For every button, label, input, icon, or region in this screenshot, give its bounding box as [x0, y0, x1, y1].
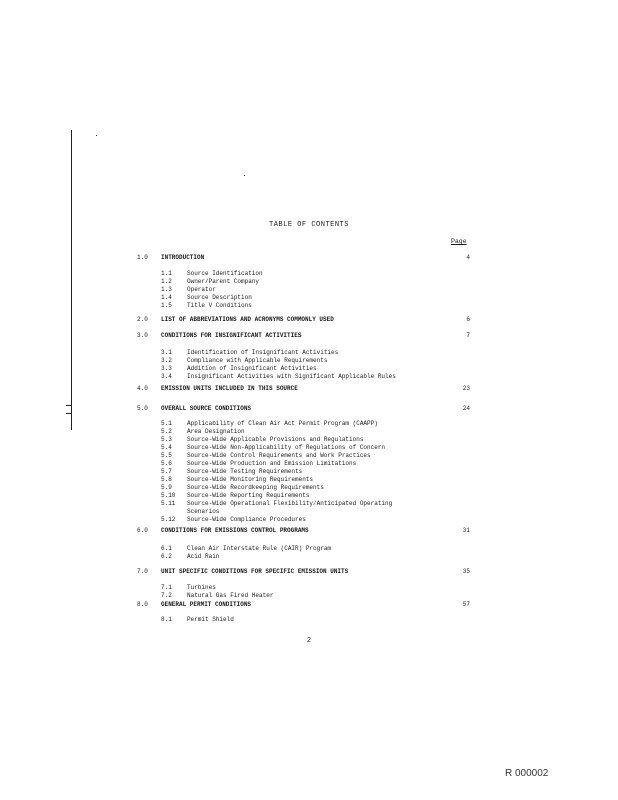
subsection-title: Source-Wide Control Requirements and Work Practices	[187, 452, 371, 459]
subsection-number: 3.3	[161, 365, 172, 372]
bates-number: R 000002	[505, 768, 549, 779]
subsection-title: Owner/Parent Company	[187, 278, 260, 285]
subsection-number: 5.3	[161, 436, 172, 443]
footer-page-number: 2	[306, 637, 312, 645]
section-number: 3.0	[137, 332, 148, 339]
subsection-title: Compliance with Applicable Requirements	[187, 357, 328, 364]
section-number: 5.0	[137, 405, 148, 412]
subsection-title: Source-Wide Recordkeeping Requirements	[187, 484, 324, 491]
subsection-title: Turbines	[187, 584, 216, 591]
subsection-title: Source Identification	[187, 270, 263, 277]
subsection-number: 5.7	[161, 468, 172, 475]
subsection-title: Acid Rain	[187, 553, 220, 560]
subsection-number: 1.2	[161, 278, 172, 285]
scan-edge-mark	[66, 413, 71, 414]
subsection-title: Permit Shield	[187, 616, 234, 623]
section-page: 7	[466, 332, 470, 339]
subsection-number: 1.4	[161, 294, 172, 301]
subsection-number: 3.1	[161, 349, 172, 356]
subsection-title: Natural Gas Fired Heater	[187, 592, 274, 599]
section-number: 6.0	[137, 527, 148, 534]
subsection-title: Title V Conditions	[187, 302, 252, 309]
scan-edge-line	[71, 130, 72, 430]
subsection-title: Area Designation	[187, 428, 245, 435]
section-number: 2.0	[137, 316, 148, 323]
scan-speck	[244, 175, 245, 176]
subsection-number: 5.4	[161, 444, 172, 451]
section-title: LIST OF ABBREVIATIONS AND ACRONYMS COMMONLY USED	[161, 316, 334, 323]
subsection-title: Source-Wide Production and Emission Limitations	[187, 460, 357, 467]
section-title: EMISSION UNITS INCLUDED IN THIS SOURCE	[161, 385, 298, 392]
section-page: 6	[466, 316, 470, 323]
subsection-number: 1.3	[161, 286, 172, 293]
section-number: 7.0	[137, 568, 148, 575]
section-page: 57	[462, 601, 470, 608]
subsection-number: 7.2	[161, 592, 172, 599]
subsection-number: 7.1	[161, 584, 172, 591]
subsection-number: 3.2	[161, 357, 172, 364]
section-page: 35	[462, 568, 470, 575]
subsection-title: Source-Wide Reporting Requirements	[187, 492, 310, 499]
subsection-title: Source-Wide Monitoring Requirements	[187, 476, 314, 483]
subsection-title: Source-Wide Testing Requirements	[187, 468, 303, 475]
section-page: 4	[466, 254, 470, 261]
scan-edge-mark	[66, 405, 71, 406]
section-title: OVERALL SOURCE CONDITIONS	[161, 405, 252, 412]
subsection-number: 5.10	[161, 492, 176, 499]
section-title: INTRODUCTION	[161, 254, 205, 261]
subsection-title: Source-Wide Operational Flexibility/Anticipated Operating	[187, 500, 393, 507]
page-column-label: Page	[451, 238, 467, 245]
subsection-number: 3.4	[161, 373, 172, 380]
subsection-title: Applicability of Clean Air Act Permit Program (CAAPP)	[187, 420, 378, 427]
section-page: 24	[462, 405, 470, 412]
subsection-title: Addition of Insignificant Activities	[187, 365, 317, 372]
section-number: 8.0	[137, 601, 148, 608]
section-title: GENERAL PERMIT CONDITIONS	[161, 601, 252, 608]
subsection-title: Insignificant Activities with Significant Applicable Rules	[187, 373, 396, 380]
section-title: CONDITIONS FOR EMISSIONS CONTROL PROGRAMS	[161, 527, 309, 534]
section-number: 1.0	[137, 254, 148, 261]
subsection-title: Source Description	[187, 294, 252, 301]
subsection-title: Scenarios	[187, 508, 220, 515]
subsection-number: 1.1	[161, 270, 172, 277]
subsection-number: 5.5	[161, 452, 172, 459]
subsection-number: 6.2	[161, 553, 172, 560]
section-title: UNIT SPECIFIC CONDITIONS FOR SPECIFIC EMISSION UNITS	[161, 568, 349, 575]
subsection-title: Operator	[187, 286, 216, 293]
section-page: 31	[462, 527, 470, 534]
subsection-number: 8.1	[161, 616, 172, 623]
subsection-number: 5.11	[161, 500, 176, 507]
subsection-number: 5.9	[161, 484, 172, 491]
subsection-number: 1.5	[161, 302, 172, 309]
section-number: 4.0	[137, 385, 148, 392]
section-page: 23	[462, 385, 470, 392]
subsection-number: 5.1	[161, 420, 172, 427]
subsection-title: Source-Wide Non-Applicability of Regulations of Concern	[187, 444, 386, 451]
subsection-title: Source-Wide Compliance Procedures	[187, 516, 306, 523]
subsection-title: Identification of Insignificant Activities	[187, 349, 339, 356]
subsection-number: 5.12	[161, 516, 176, 523]
toc-heading: TABLE OF CONTENTS	[269, 221, 349, 229]
scan-speck	[96, 135, 97, 136]
subsection-number: 5.2	[161, 428, 172, 435]
subsection-title: Source-Wide Applicable Provisions and Regulations	[187, 436, 364, 443]
subsection-number: 6.1	[161, 545, 172, 552]
subsection-title: Clean Air Interstate Rule (CAIR) Program	[187, 545, 332, 552]
subsection-number: 5.8	[161, 476, 172, 483]
section-title: CONDITIONS FOR INSIGNIFICANT ACTIVITIES	[161, 332, 302, 339]
subsection-number: 5.6	[161, 460, 172, 467]
